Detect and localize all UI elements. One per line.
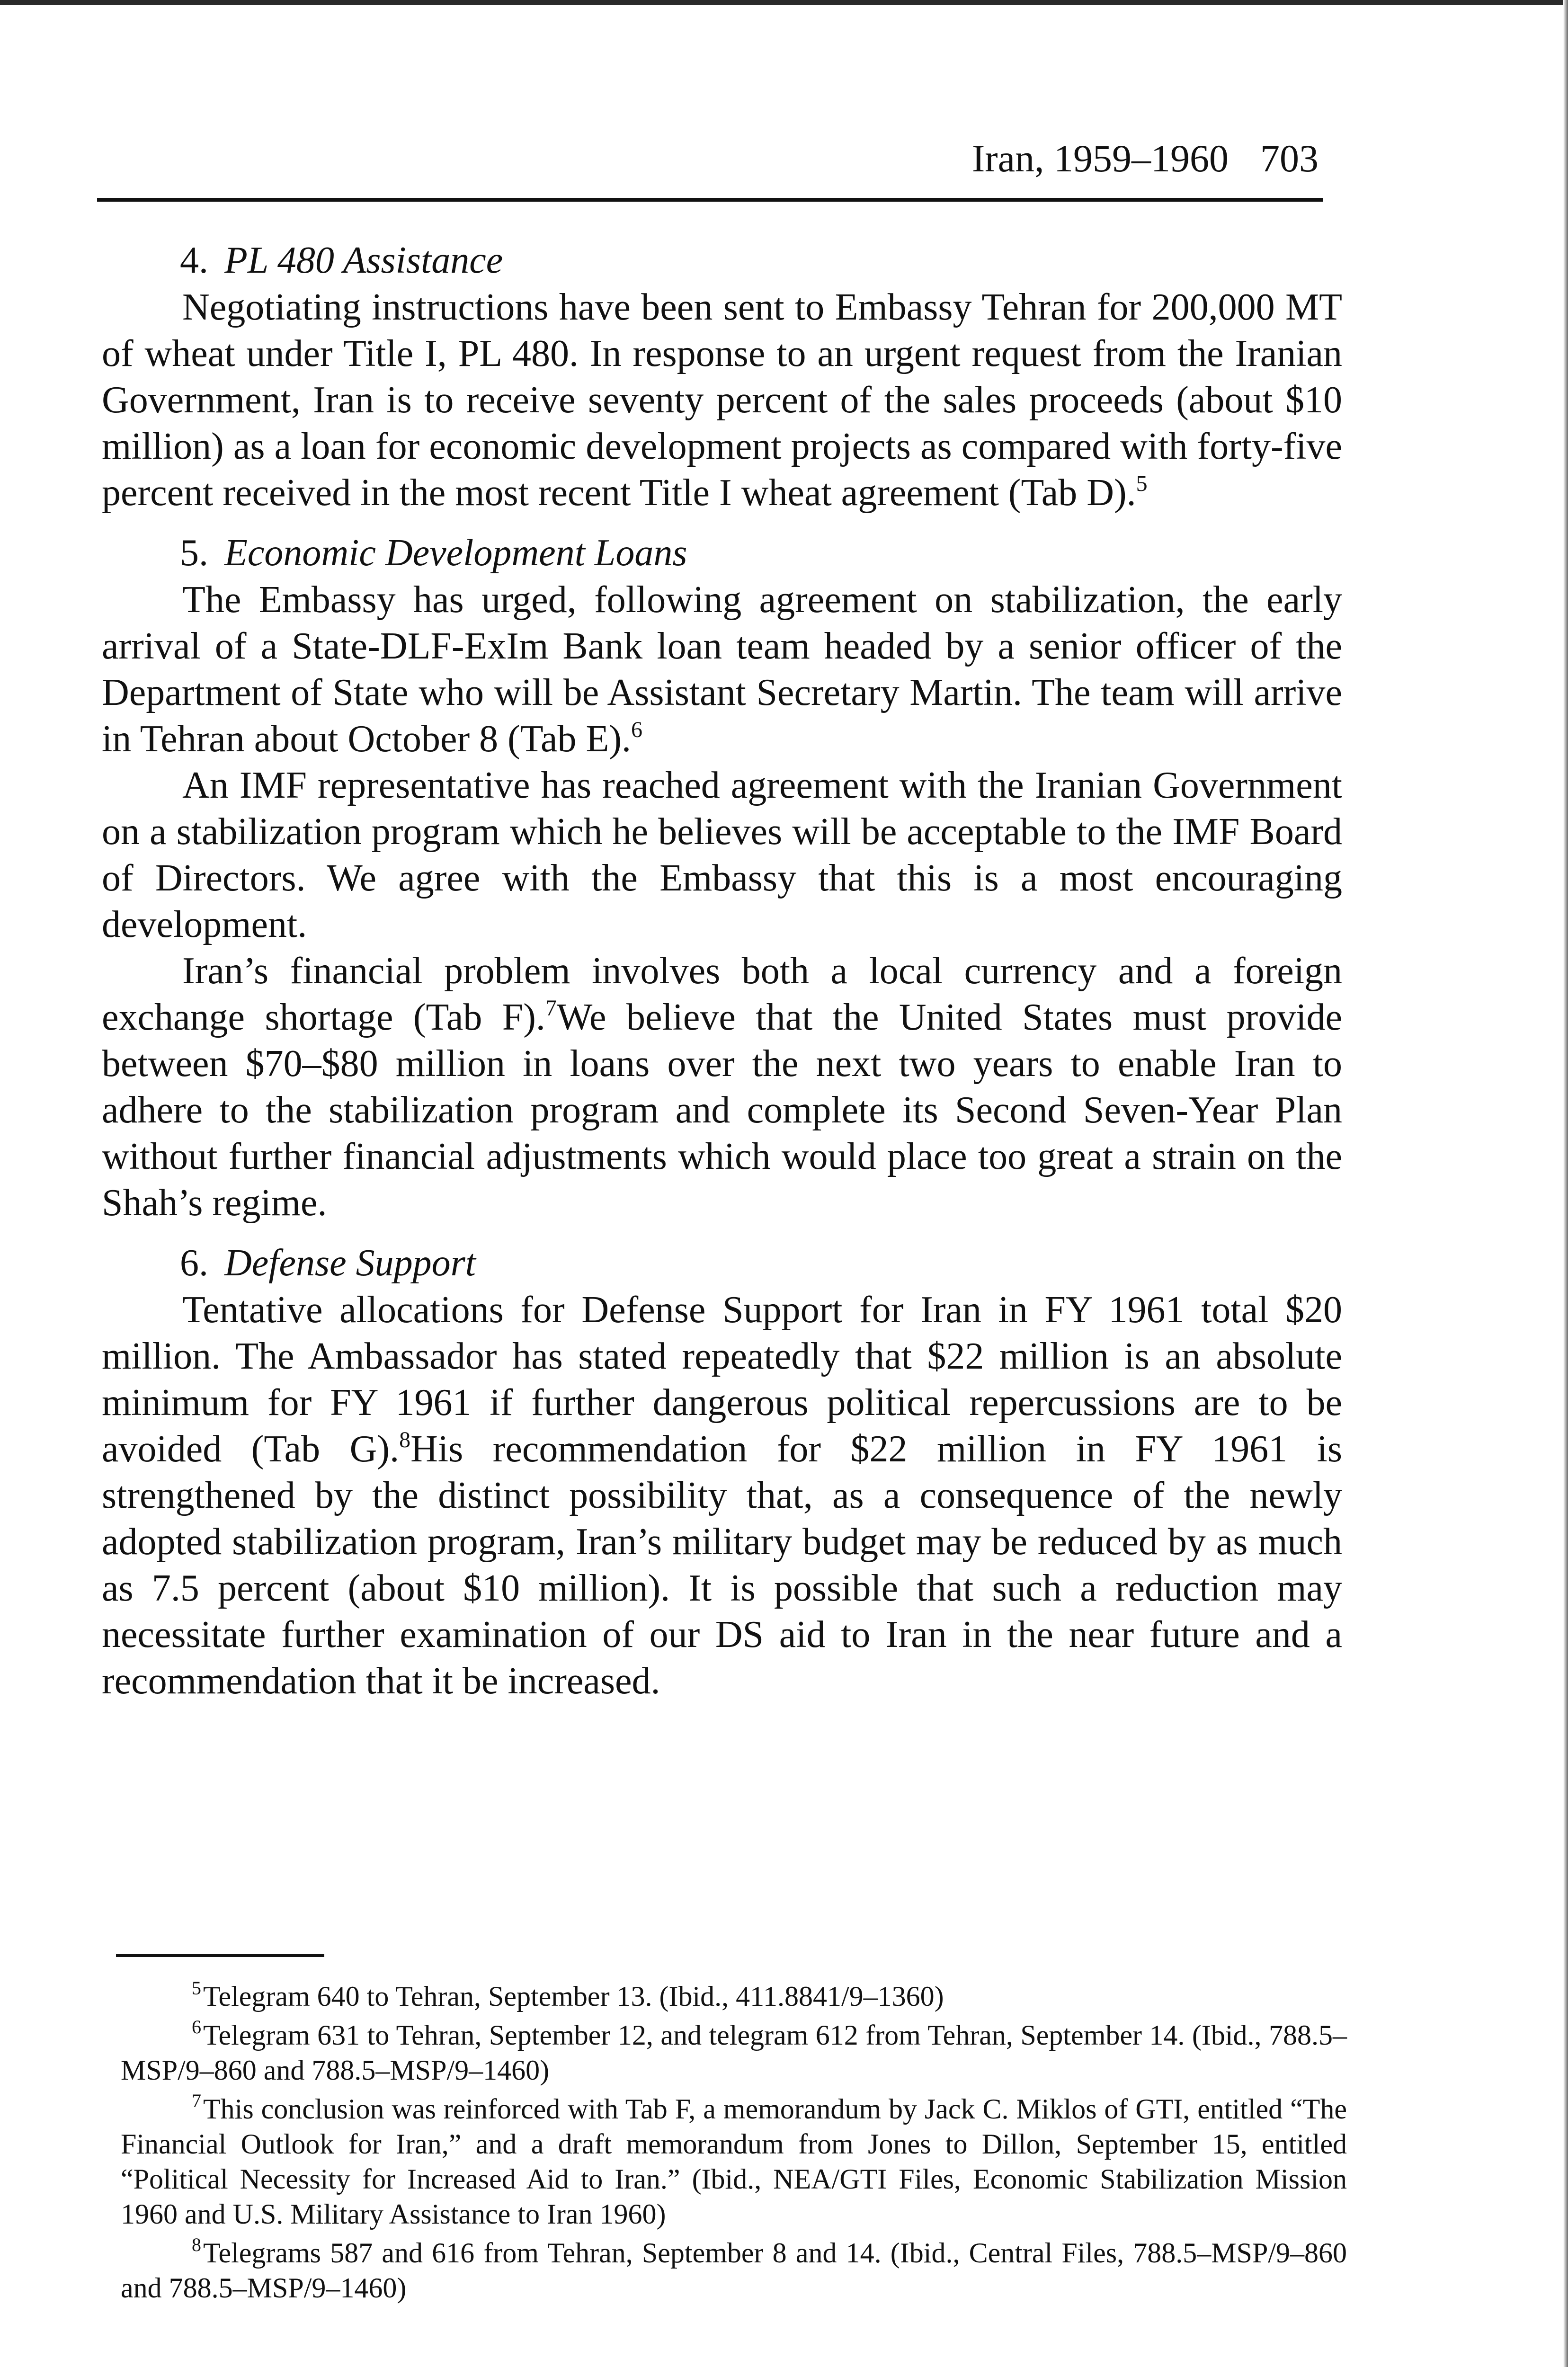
scan-right-edge — [1563, 0, 1568, 2367]
footnote-mark: 6 — [192, 2016, 201, 2038]
paragraph-text: His recommendation for $22 million in FY 1961 is strengthened by the distinct possibility that, as a consequence of the newly adopted stabilization program, Iran’s military budget may be reduced by as much as 7.5 percent (about $10 million). It is possible that such a reduction may necessitate further examination of our DS aid to Iran in the near future and a recommendation that it be increased. — [102, 1428, 1342, 1702]
footnote-text: This conclusion was reinforced with Tab F, a memorandum by Jack C. Miklos of GTI, entitled “The Financial Outlook for Iran,” and a draft memorandum from Jones to Dillon, September 15, entitled “Political Necessity for Increased Aid to Iran.” (Ibid., NEA/GTI Files, Economic Stabilization Mission 1960 and U.S. Military Assistance to Iran 1960) — [121, 2093, 1347, 2230]
footnote-text: Telegrams 587 and 616 from Tehran, September 8 and 14. (Ibid., Central Files, 788.5–MSP/9–860 and 788.5–MSP/9–1460) — [121, 2237, 1347, 2304]
footnote-mark: 5 — [192, 1977, 201, 1999]
section-title: PL 480 Assistance — [224, 240, 503, 281]
paragraph-text: Tentative allocations for Defense Support for Iran in FY 1961 total $20 million. The Ambassador has stated repeatedly that $22 million is an absolute minimum for FY 1961 if further dangerous political repercussions are to be avoided (Tab G). — [102, 1289, 1342, 1470]
page-header — [97, 133, 1323, 204]
footnote-rule — [116, 1954, 324, 1957]
section-number: 6. — [180, 1242, 208, 1284]
paragraph-pl480 — [102, 284, 1342, 516]
footnote-ref: 5 — [1136, 471, 1148, 496]
section-title: Economic Development Loans — [224, 532, 687, 574]
section-heading-5 — [102, 529, 1342, 577]
section-heading-6 — [102, 1239, 1342, 1287]
page-number: 703 — [1260, 137, 1319, 180]
footnote-8 — [121, 2235, 1347, 2305]
paragraph-text: Iran’s financial problem involves both a local currency and a foreign exchange shortage (Tab F). — [102, 950, 1342, 1038]
footnote-text: Telegram 631 to Tehran, September 12, and telegram 612 from Tehran, September 14. (Ibid., 788.5–MSP/9–860 and 788.5–MSP/9–1460) — [121, 2020, 1347, 2086]
header-rule — [97, 198, 1323, 202]
footnote-ref: 7 — [545, 996, 557, 1021]
footnote-mark: 8 — [192, 2234, 201, 2255]
paragraph-text: The Embassy has urged, following agreement on stabilization, the early arrival of a State-DLF-ExIm Bank loan team headed by a senior officer of the Department of State who will be Assistant Secretary Martin. The team will arrive in Tehran about October 8 (Tab E). — [102, 579, 1342, 760]
paragraph-text: An IMF representative has reached agreement with the Iranian Government on a stabilization program which he believes will be acceptable to the IMF Board of Directors. We agree with the Embassy that this is a most encouraging development. — [102, 765, 1342, 945]
paragraph-imf — [102, 762, 1342, 948]
section-heading-4 — [102, 237, 1342, 284]
paragraph-text: Negotiating instructions have been sent to Embassy Tehran for 200,000 MT of wheat under Title I, PL 480. In response to an urgent request from the Iranian Government, Iran is to receive seventy percent of the sales proceeds (about $10 million) as a loan for economic development projects as compared with forty-five percent received in the most recent Title I wheat agreement (Tab D). — [102, 286, 1342, 514]
footnote-mark: 7 — [192, 2090, 201, 2111]
footnotes — [121, 1979, 1347, 2309]
paragraph-text: We believe that the United States must provide between $70–$80 million in loans over the next two years to enable Iran to adhere to the stabilization program and complete its Second Seven-Year Plan without further financial adjustments which would place too great a strain on the Shah’s regime. — [102, 997, 1342, 1224]
paragraph-defense-support — [102, 1287, 1342, 1704]
paragraph-loan-team — [102, 577, 1342, 762]
footnote-text: Telegram 640 to Tehran, September 13. (Ibid., 411.8841/9–1360) — [203, 1981, 944, 2012]
body-text — [102, 237, 1342, 1704]
footnote-5 — [121, 1979, 1347, 2014]
running-title: Iran, 1959–1960 — [971, 137, 1229, 180]
scan-top-edge — [0, 0, 1568, 5]
footnote-ref: 8 — [399, 1427, 411, 1452]
section-number: 4. — [180, 240, 208, 281]
section-number: 5. — [180, 532, 208, 574]
paragraph-financial-problem — [102, 948, 1342, 1226]
footnote-6 — [121, 2018, 1347, 2088]
footnote-7 — [121, 2091, 1347, 2232]
footnote-ref: 6 — [631, 717, 643, 742]
section-title: Defense Support — [224, 1242, 476, 1284]
